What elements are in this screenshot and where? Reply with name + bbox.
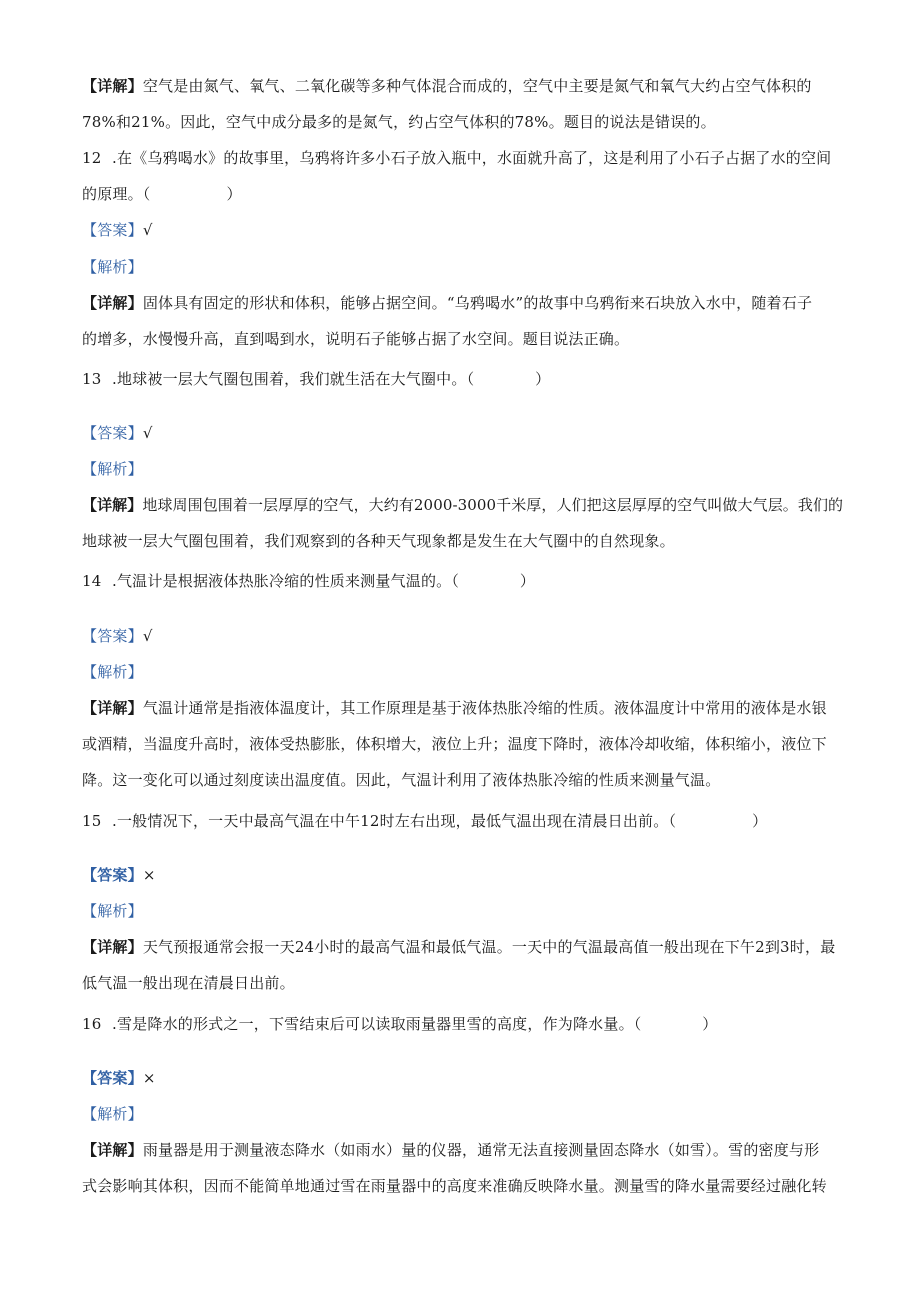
answer-mark: √ [142, 627, 153, 645]
q12-detail-line-2: 的增多，水慢慢升高，直到喝到水，说明石子能够占据了水空间。题目说法正确。 [82, 330, 630, 348]
answer-mark: × [142, 866, 156, 884]
q15-question-line-1 [82, 811, 842, 831]
q13-answer [82, 423, 842, 443]
q13-question-line-1 [82, 369, 842, 389]
q14-question-line-1 [82, 571, 842, 591]
detail-tag: 【详解】 [82, 294, 143, 312]
q13-analysis-tag: 【解析】 [82, 460, 143, 478]
q16-analysis-tag: 【解析】 [82, 1105, 143, 1123]
q11-detail-line-2: 78%和21%。因此，空气中成分最多的是氮气，约占空气体积的78%。题目的说法是错误的。 [82, 113, 716, 131]
q14-detail-line-3: 降。这一变化可以通过刻度读出温度值。因此，气温计利用了液体热胀冷缩的性质来测量气温。 [82, 771, 721, 789]
q11-detail-line-1 [82, 76, 842, 96]
detail-text: 固体具有固定的形状和体积，能够占据空间。“乌鸦喝水”的故事中乌鸦衔来石块放入水中，随着石子 [142, 294, 813, 312]
answer-tag: 【答案】 [82, 866, 143, 884]
question-number: 12 [82, 149, 102, 167]
detail-tag: 【详解】 [82, 77, 143, 95]
question-text: .雪是降水的形式之一，下雪结束后可以读取雨量器里雪的高度，作为降水量。（ ） [112, 1015, 718, 1033]
answer-mark: √ [142, 424, 153, 442]
detail-text: 天气预报通常会报一天24小时的最高气温和最低气温。一天中的气温最高值一般出现在下午2到3时，最 [142, 938, 836, 956]
detail-tag: 【详解】 [82, 699, 143, 717]
q14-detail-line-2: 或酒精，当温度升高时，液体受热膨胀，体积增大，液位上升；温度下降时，液体冷却收缩，体积缩小，液位下 [82, 735, 827, 753]
answer-tag: 【答案】 [82, 627, 143, 645]
answer-tag: 【答案】 [82, 424, 143, 442]
q12-question-line-1 [82, 148, 842, 168]
q12-analysis-tag: 【解析】 [82, 258, 143, 276]
q16-detail-line-1 [82, 1140, 842, 1160]
detail-text: 空气是由氮气、氧气、二氧化碳等多种气体混合而成的，空气中主要是氮气和氧气大约占空气体积的 [142, 77, 812, 95]
answer-tag: 【答案】 [82, 1069, 143, 1087]
answer-mark: × [142, 1069, 156, 1087]
detail-tag: 【详解】 [82, 1141, 143, 1159]
answer-tag: 【答案】 [82, 221, 143, 239]
question-text: .一般情况下，一天中最高气温在中午12时左右出现，最低气温出现在清晨日出前。（ ） [112, 812, 768, 830]
question-text: .在《乌鸦喝水》的故事里，乌鸦将许多小石子放入瓶中，水面就升高了，这是利用了小石子占据了水的空间 [112, 149, 832, 167]
q15-analysis-tag: 【解析】 [82, 902, 143, 920]
question-text: .地球被一层大气圈包围着，我们就生活在大气圈中。（ ） [112, 370, 551, 388]
q13-detail-line-2: 地球被一层大气圈包围着，我们观察到的各种天气现象都是发生在大气圈中的自然现象。 [82, 532, 675, 550]
detail-text: 地球周围包围着一层厚厚的空气，大约有2000-3000千米厚，人们把这层厚厚的空气叫做大气层。我们的 [142, 496, 844, 514]
q13-detail-line-1 [82, 495, 842, 515]
detail-tag: 【详解】 [82, 938, 143, 956]
q15-detail-line-2: 低气温一般出现在清晨日出前。 [82, 974, 295, 992]
detail-tag: 【详解】 [82, 496, 143, 514]
q14-analysis-tag: 【解析】 [82, 663, 143, 681]
q16-question-line-1 [82, 1014, 842, 1034]
q16-detail-line-2: 式会影响其体积，因而不能简单地通过雪在雨量器中的高度来准确反映降水量。测量雪的降水量需要经过融化转 [82, 1177, 827, 1195]
question-number: 14 [82, 572, 102, 590]
q14-answer [82, 626, 842, 646]
detail-text: 雨量器是用于测量液态降水（如雨水）量的仪器，通常无法直接测量固态降水（如雪）。雪的密度与形 [142, 1141, 820, 1159]
question-number: 16 [82, 1015, 102, 1033]
question-number: 13 [82, 370, 102, 388]
q12-detail-line-1 [82, 293, 842, 313]
q12-question-line-2: 的原理。（ ） [82, 185, 242, 203]
question-number: 15 [82, 812, 102, 830]
q16-answer [82, 1068, 842, 1088]
answer-mark: √ [142, 221, 153, 239]
q14-detail-line-1 [82, 698, 842, 718]
q12-answer [82, 220, 842, 240]
q15-detail-line-1 [82, 937, 842, 957]
detail-text: 气温计通常是指液体温度计，其工作原理是基于液体热胀冷缩的性质。液体温度计中常用的液体是水银 [142, 699, 827, 717]
question-text: .气温计是根据液体热胀冷缩的性质来测量气温的。（ ） [112, 572, 536, 590]
q15-answer [82, 865, 842, 885]
